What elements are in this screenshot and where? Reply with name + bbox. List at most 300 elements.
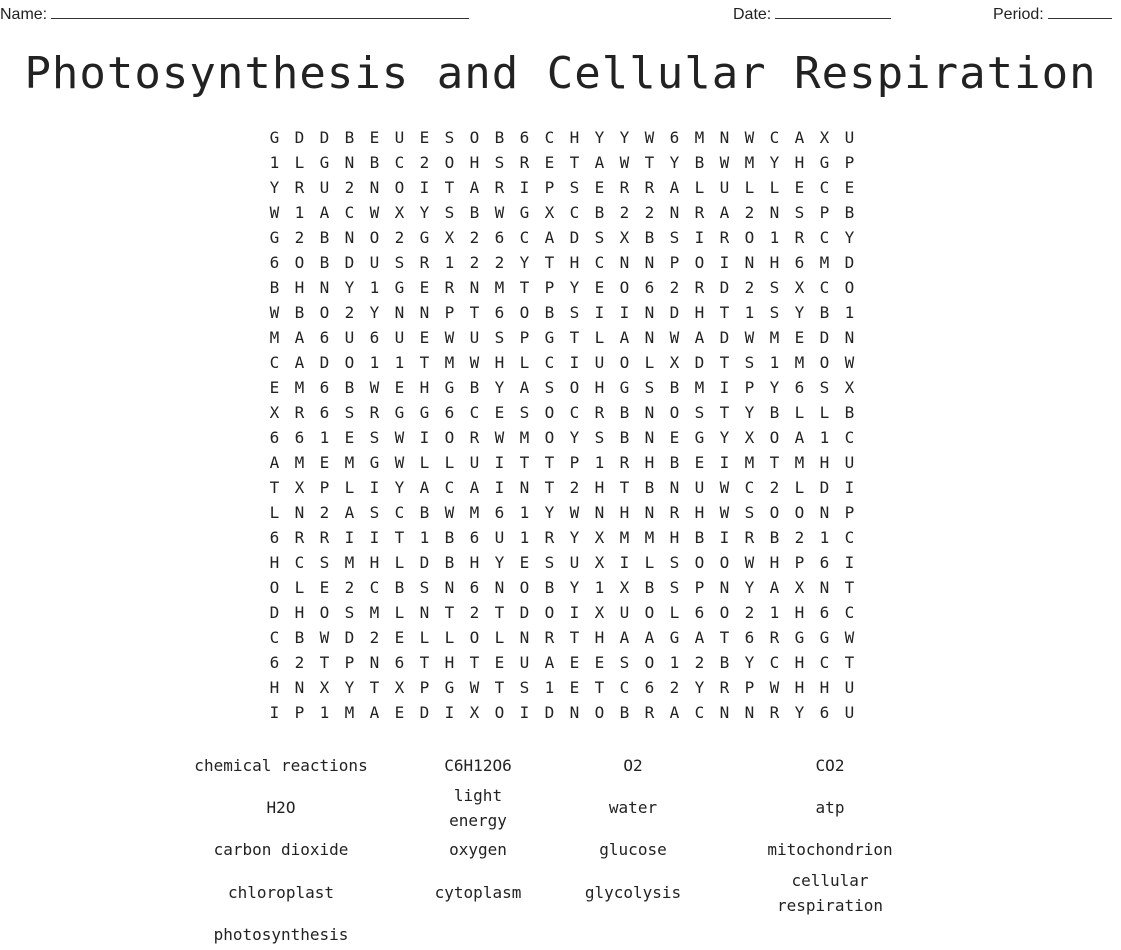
grid-letter[interactable]: W bbox=[369, 378, 380, 397]
grid-letter[interactable]: M bbox=[819, 253, 830, 272]
grid-letter[interactable]: B bbox=[469, 203, 480, 222]
grid-letter[interactable]: 6 bbox=[269, 528, 280, 547]
grid-letter[interactable]: R bbox=[719, 678, 730, 697]
grid-letter[interactable]: R bbox=[694, 203, 705, 222]
grid-letter[interactable]: N bbox=[419, 603, 430, 622]
grid-letter[interactable]: G bbox=[519, 203, 530, 222]
grid-letter[interactable]: R bbox=[794, 228, 805, 247]
grid-letter[interactable]: N bbox=[494, 578, 505, 597]
grid-letter[interactable]: H bbox=[569, 253, 580, 272]
grid-letter[interactable]: O bbox=[644, 653, 655, 672]
grid-letter[interactable]: S bbox=[344, 603, 355, 622]
grid-letter[interactable]: 6 bbox=[794, 378, 805, 397]
grid-letter[interactable]: C bbox=[844, 428, 855, 447]
grid-letter[interactable]: D bbox=[519, 603, 530, 622]
grid-letter[interactable]: O bbox=[694, 553, 705, 572]
grid-letter[interactable]: D bbox=[719, 278, 730, 297]
grid-letter[interactable]: P bbox=[669, 253, 680, 272]
grid-letter[interactable]: U bbox=[394, 128, 405, 147]
grid-letter[interactable]: M bbox=[269, 328, 280, 347]
date-blank-line[interactable] bbox=[775, 4, 891, 19]
grid-letter[interactable]: X bbox=[544, 203, 555, 222]
grid-letter[interactable]: O bbox=[519, 578, 530, 597]
grid-letter[interactable]: W bbox=[719, 153, 730, 172]
grid-letter[interactable]: 2 bbox=[344, 303, 355, 322]
grid-letter[interactable]: 6 bbox=[819, 553, 830, 572]
grid-letter[interactable]: N bbox=[369, 178, 380, 197]
grid-letter[interactable]: 1 bbox=[294, 203, 305, 222]
grid-letter[interactable]: H bbox=[669, 528, 680, 547]
grid-letter[interactable]: M bbox=[694, 378, 705, 397]
grid-letter[interactable]: A bbox=[469, 478, 480, 497]
grid-letter[interactable]: O bbox=[394, 178, 405, 197]
grid-letter[interactable]: W bbox=[494, 203, 505, 222]
grid-letter[interactable]: E bbox=[269, 378, 280, 397]
grid-letter[interactable]: H bbox=[569, 128, 580, 147]
grid-letter[interactable]: B bbox=[644, 578, 655, 597]
grid-letter[interactable]: Y bbox=[569, 428, 580, 447]
grid-letter[interactable]: W bbox=[269, 203, 280, 222]
grid-letter[interactable]: I bbox=[619, 553, 630, 572]
grid-letter[interactable]: A bbox=[344, 503, 355, 522]
grid-letter[interactable]: M bbox=[369, 603, 380, 622]
grid-letter[interactable]: U bbox=[844, 703, 855, 722]
grid-letter[interactable]: E bbox=[794, 328, 805, 347]
grid-letter[interactable]: 1 bbox=[519, 528, 530, 547]
grid-letter[interactable]: 1 bbox=[769, 228, 780, 247]
grid-letter[interactable]: H bbox=[269, 678, 280, 697]
grid-letter[interactable]: D bbox=[419, 703, 430, 722]
grid-letter[interactable]: C bbox=[819, 653, 830, 672]
grid-letter[interactable]: L bbox=[269, 503, 280, 522]
grid-letter[interactable]: M bbox=[794, 453, 805, 472]
grid-letter[interactable]: H bbox=[494, 353, 505, 372]
grid-letter[interactable]: T bbox=[394, 528, 405, 547]
grid-letter[interactable]: T bbox=[719, 628, 730, 647]
grid-letter[interactable]: 2 bbox=[419, 153, 430, 172]
grid-letter[interactable]: 6 bbox=[819, 703, 830, 722]
grid-letter[interactable]: W bbox=[619, 153, 630, 172]
grid-letter[interactable]: P bbox=[694, 578, 705, 597]
grid-letter[interactable]: N bbox=[644, 403, 655, 422]
grid-letter[interactable]: B bbox=[319, 253, 330, 272]
grid-letter[interactable]: 6 bbox=[669, 128, 680, 147]
grid-letter[interactable]: M bbox=[744, 153, 755, 172]
grid-letter[interactable]: O bbox=[669, 403, 680, 422]
grid-letter[interactable]: I bbox=[444, 703, 455, 722]
grid-letter[interactable]: W bbox=[494, 428, 505, 447]
grid-letter[interactable]: O bbox=[369, 228, 380, 247]
grid-letter[interactable]: E bbox=[694, 453, 705, 472]
grid-letter[interactable]: 1 bbox=[269, 153, 280, 172]
grid-letter[interactable]: 1 bbox=[419, 528, 430, 547]
grid-letter[interactable]: 1 bbox=[319, 428, 330, 447]
grid-letter[interactable]: Y bbox=[744, 653, 755, 672]
grid-letter[interactable]: M bbox=[444, 353, 455, 372]
grid-letter[interactable]: E bbox=[419, 328, 430, 347]
grid-letter[interactable]: Y bbox=[419, 203, 430, 222]
grid-letter[interactable]: R bbox=[544, 528, 555, 547]
grid-letter[interactable]: Y bbox=[569, 528, 580, 547]
grid-letter[interactable]: X bbox=[844, 378, 855, 397]
grid-letter[interactable]: S bbox=[444, 203, 455, 222]
grid-letter[interactable]: S bbox=[669, 578, 680, 597]
grid-letter[interactable]: H bbox=[619, 503, 630, 522]
grid-letter[interactable]: 6 bbox=[744, 628, 755, 647]
grid-letter[interactable]: L bbox=[394, 603, 405, 622]
grid-letter[interactable]: O bbox=[469, 628, 480, 647]
grid-letter[interactable]: U bbox=[619, 603, 630, 622]
grid-letter[interactable]: X bbox=[469, 703, 480, 722]
grid-letter[interactable]: R bbox=[294, 178, 305, 197]
grid-letter[interactable]: X bbox=[594, 528, 605, 547]
grid-letter[interactable]: N bbox=[519, 478, 530, 497]
grid-letter[interactable]: Y bbox=[769, 153, 780, 172]
grid-letter[interactable]: 2 bbox=[344, 578, 355, 597]
grid-letter[interactable]: C bbox=[394, 503, 405, 522]
grid-letter[interactable]: 2 bbox=[319, 503, 330, 522]
grid-letter[interactable]: T bbox=[719, 353, 730, 372]
grid-letter[interactable]: L bbox=[494, 628, 505, 647]
grid-letter[interactable]: I bbox=[594, 303, 605, 322]
grid-letter[interactable]: N bbox=[744, 703, 755, 722]
grid-letter[interactable]: H bbox=[294, 278, 305, 297]
grid-letter[interactable]: H bbox=[269, 553, 280, 572]
grid-letter[interactable]: Y bbox=[494, 553, 505, 572]
grid-letter[interactable]: C bbox=[544, 128, 555, 147]
grid-letter[interactable]: P bbox=[419, 678, 430, 697]
grid-letter[interactable]: I bbox=[719, 453, 730, 472]
grid-letter[interactable]: T bbox=[844, 653, 855, 672]
grid-letter[interactable]: Y bbox=[369, 303, 380, 322]
grid-letter[interactable]: S bbox=[769, 303, 780, 322]
grid-letter[interactable]: P bbox=[444, 303, 455, 322]
grid-letter[interactable]: R bbox=[494, 178, 505, 197]
grid-letter[interactable]: S bbox=[669, 553, 680, 572]
grid-letter[interactable]: H bbox=[369, 553, 380, 572]
grid-letter[interactable]: Y bbox=[619, 128, 630, 147]
grid-letter[interactable]: H bbox=[594, 628, 605, 647]
grid-letter[interactable]: S bbox=[619, 653, 630, 672]
grid-letter[interactable]: L bbox=[644, 353, 655, 372]
grid-letter[interactable]: 2 bbox=[469, 228, 480, 247]
grid-letter[interactable]: I bbox=[569, 353, 580, 372]
grid-letter[interactable]: Y bbox=[569, 278, 580, 297]
grid-letter[interactable]: 6 bbox=[319, 378, 330, 397]
grid-letter[interactable]: N bbox=[819, 578, 830, 597]
grid-letter[interactable]: B bbox=[419, 503, 430, 522]
grid-letter[interactable]: E bbox=[844, 178, 855, 197]
grid-letter[interactable]: E bbox=[519, 553, 530, 572]
grid-letter[interactable]: P bbox=[294, 703, 305, 722]
grid-letter[interactable]: M bbox=[794, 353, 805, 372]
grid-letter[interactable]: 2 bbox=[494, 253, 505, 272]
grid-letter[interactable]: C bbox=[269, 628, 280, 647]
grid-letter[interactable]: 1 bbox=[519, 503, 530, 522]
grid-letter[interactable]: Y bbox=[794, 703, 805, 722]
grid-letter[interactable]: R bbox=[544, 628, 555, 647]
grid-letter[interactable]: U bbox=[319, 178, 330, 197]
grid-letter[interactable]: A bbox=[369, 703, 380, 722]
grid-letter[interactable]: E bbox=[394, 703, 405, 722]
grid-letter[interactable]: Y bbox=[694, 678, 705, 697]
grid-letter[interactable]: E bbox=[419, 128, 430, 147]
grid-letter[interactable]: I bbox=[269, 703, 280, 722]
grid-letter[interactable]: L bbox=[294, 578, 305, 597]
grid-letter[interactable]: O bbox=[769, 503, 780, 522]
grid-letter[interactable]: H bbox=[594, 478, 605, 497]
grid-letter[interactable]: 6 bbox=[269, 653, 280, 672]
grid-letter[interactable]: S bbox=[544, 553, 555, 572]
grid-letter[interactable]: X bbox=[794, 578, 805, 597]
grid-letter[interactable]: H bbox=[469, 153, 480, 172]
grid-letter[interactable]: X bbox=[269, 403, 280, 422]
grid-letter[interactable]: W bbox=[394, 453, 405, 472]
grid-letter[interactable]: M bbox=[469, 503, 480, 522]
grid-letter[interactable]: W bbox=[669, 328, 680, 347]
grid-letter[interactable]: P bbox=[844, 503, 855, 522]
grid-letter[interactable]: R bbox=[469, 428, 480, 447]
grid-letter[interactable]: H bbox=[794, 653, 805, 672]
grid-letter[interactable]: P bbox=[319, 478, 330, 497]
grid-letter[interactable]: 1 bbox=[544, 678, 555, 697]
grid-letter[interactable]: L bbox=[794, 403, 805, 422]
grid-letter[interactable]: 2 bbox=[769, 478, 780, 497]
grid-letter[interactable]: U bbox=[844, 678, 855, 697]
grid-letter[interactable]: T bbox=[769, 453, 780, 472]
grid-letter[interactable]: S bbox=[694, 403, 705, 422]
grid-letter[interactable]: I bbox=[369, 528, 380, 547]
grid-letter[interactable]: A bbox=[419, 478, 430, 497]
grid-letter[interactable]: B bbox=[319, 228, 330, 247]
grid-letter[interactable]: D bbox=[844, 253, 855, 272]
grid-letter[interactable]: 2 bbox=[569, 478, 580, 497]
grid-letter[interactable]: S bbox=[369, 503, 380, 522]
grid-letter[interactable]: G bbox=[419, 228, 430, 247]
grid-letter[interactable]: O bbox=[569, 378, 580, 397]
grid-letter[interactable]: L bbox=[394, 553, 405, 572]
grid-letter[interactable]: O bbox=[519, 303, 530, 322]
grid-letter[interactable]: 1 bbox=[369, 353, 380, 372]
grid-letter[interactable]: X bbox=[619, 228, 630, 247]
grid-letter[interactable]: P bbox=[844, 153, 855, 172]
grid-letter[interactable]: W bbox=[444, 328, 455, 347]
grid-letter[interactable]: M bbox=[644, 528, 655, 547]
grid-letter[interactable]: O bbox=[744, 228, 755, 247]
grid-letter[interactable]: P bbox=[569, 453, 580, 472]
grid-letter[interactable]: B bbox=[394, 578, 405, 597]
grid-letter[interactable]: E bbox=[544, 153, 555, 172]
grid-letter[interactable]: A bbox=[794, 128, 805, 147]
grid-letter[interactable]: 6 bbox=[444, 403, 455, 422]
grid-letter[interactable]: E bbox=[569, 653, 580, 672]
grid-letter[interactable]: 1 bbox=[844, 303, 855, 322]
grid-letter[interactable]: S bbox=[344, 403, 355, 422]
grid-letter[interactable]: X bbox=[794, 278, 805, 297]
grid-letter[interactable]: D bbox=[819, 478, 830, 497]
grid-letter[interactable]: R bbox=[619, 178, 630, 197]
grid-letter[interactable]: E bbox=[794, 178, 805, 197]
grid-letter[interactable]: B bbox=[469, 378, 480, 397]
grid-letter[interactable]: 6 bbox=[394, 653, 405, 672]
grid-letter[interactable]: T bbox=[544, 478, 555, 497]
grid-letter[interactable]: G bbox=[369, 453, 380, 472]
grid-letter[interactable]: B bbox=[594, 203, 605, 222]
grid-letter[interactable]: T bbox=[369, 678, 380, 697]
grid-letter[interactable]: Y bbox=[344, 278, 355, 297]
grid-letter[interactable]: B bbox=[669, 453, 680, 472]
grid-letter[interactable]: O bbox=[619, 353, 630, 372]
grid-letter[interactable]: U bbox=[469, 453, 480, 472]
grid-letter[interactable]: I bbox=[344, 528, 355, 547]
grid-letter[interactable]: N bbox=[444, 578, 455, 597]
grid-letter[interactable]: L bbox=[769, 178, 780, 197]
grid-letter[interactable]: C bbox=[769, 653, 780, 672]
grid-letter[interactable]: O bbox=[544, 403, 555, 422]
grid-letter[interactable]: C bbox=[619, 678, 630, 697]
grid-letter[interactable]: T bbox=[569, 153, 580, 172]
grid-letter[interactable]: S bbox=[819, 378, 830, 397]
grid-letter[interactable]: C bbox=[694, 703, 705, 722]
grid-letter[interactable]: D bbox=[819, 328, 830, 347]
grid-letter[interactable]: 1 bbox=[444, 253, 455, 272]
grid-letter[interactable]: P bbox=[344, 653, 355, 672]
grid-letter[interactable]: G bbox=[269, 128, 280, 147]
grid-letter[interactable]: N bbox=[594, 503, 605, 522]
grid-letter[interactable]: L bbox=[344, 478, 355, 497]
grid-letter[interactable]: B bbox=[769, 528, 780, 547]
grid-letter[interactable]: S bbox=[519, 403, 530, 422]
grid-letter[interactable]: A bbox=[719, 203, 730, 222]
grid-letter[interactable]: 1 bbox=[769, 353, 780, 372]
grid-letter[interactable]: X bbox=[394, 678, 405, 697]
grid-letter[interactable]: C bbox=[744, 478, 755, 497]
grid-letter[interactable]: W bbox=[844, 628, 855, 647]
grid-letter[interactable]: O bbox=[294, 253, 305, 272]
grid-letter[interactable]: N bbox=[844, 328, 855, 347]
grid-letter[interactable]: X bbox=[619, 578, 630, 597]
grid-letter[interactable]: 2 bbox=[369, 628, 380, 647]
grid-letter[interactable]: P bbox=[519, 328, 530, 347]
grid-letter[interactable]: O bbox=[544, 428, 555, 447]
grid-letter[interactable]: T bbox=[544, 253, 555, 272]
grid-letter[interactable]: W bbox=[394, 428, 405, 447]
grid-letter[interactable]: R bbox=[369, 403, 380, 422]
grid-letter[interactable]: T bbox=[519, 453, 530, 472]
grid-letter[interactable]: M bbox=[344, 453, 355, 472]
grid-letter[interactable]: X bbox=[744, 428, 755, 447]
grid-letter[interactable]: P bbox=[744, 378, 755, 397]
grid-letter[interactable]: S bbox=[369, 428, 380, 447]
grid-letter[interactable]: T bbox=[569, 328, 580, 347]
grid-letter[interactable]: H bbox=[794, 678, 805, 697]
grid-letter[interactable]: W bbox=[369, 203, 380, 222]
period-blank-line[interactable] bbox=[1048, 4, 1112, 19]
grid-letter[interactable]: L bbox=[419, 453, 430, 472]
grid-letter[interactable]: W bbox=[569, 503, 580, 522]
grid-letter[interactable]: I bbox=[719, 378, 730, 397]
grid-letter[interactable]: E bbox=[369, 128, 380, 147]
grid-letter[interactable]: X bbox=[294, 478, 305, 497]
grid-letter[interactable]: X bbox=[594, 603, 605, 622]
grid-letter[interactable]: S bbox=[519, 678, 530, 697]
grid-letter[interactable]: I bbox=[419, 428, 430, 447]
grid-letter[interactable]: O bbox=[694, 253, 705, 272]
grid-letter[interactable]: 2 bbox=[469, 253, 480, 272]
grid-letter[interactable]: O bbox=[444, 428, 455, 447]
grid-letter[interactable]: G bbox=[269, 228, 280, 247]
grid-letter[interactable]: N bbox=[344, 228, 355, 247]
grid-letter[interactable]: E bbox=[394, 378, 405, 397]
name-field[interactable] bbox=[0, 4, 469, 24]
grid-letter[interactable]: N bbox=[719, 703, 730, 722]
grid-letter[interactable]: L bbox=[444, 628, 455, 647]
grid-letter[interactable]: 6 bbox=[494, 503, 505, 522]
grid-letter[interactable]: I bbox=[494, 453, 505, 472]
grid-letter[interactable]: R bbox=[694, 278, 705, 297]
grid-letter[interactable]: C bbox=[444, 478, 455, 497]
grid-letter[interactable]: B bbox=[444, 553, 455, 572]
grid-letter[interactable]: U bbox=[344, 328, 355, 347]
grid-letter[interactable]: M bbox=[344, 703, 355, 722]
grid-letter[interactable]: 2 bbox=[694, 653, 705, 672]
grid-letter[interactable]: A bbox=[319, 203, 330, 222]
grid-letter[interactable]: B bbox=[494, 128, 505, 147]
grid-letter[interactable]: C bbox=[819, 178, 830, 197]
grid-letter[interactable]: X bbox=[394, 203, 405, 222]
grid-letter[interactable]: B bbox=[769, 403, 780, 422]
grid-letter[interactable]: P bbox=[744, 678, 755, 697]
grid-letter[interactable]: E bbox=[594, 178, 605, 197]
grid-letter[interactable]: N bbox=[644, 253, 655, 272]
grid-letter[interactable]: 6 bbox=[469, 528, 480, 547]
grid-letter[interactable]: T bbox=[569, 628, 580, 647]
grid-letter[interactable]: I bbox=[844, 478, 855, 497]
grid-letter[interactable]: S bbox=[394, 253, 405, 272]
grid-letter[interactable]: L bbox=[744, 178, 755, 197]
grid-letter[interactable]: R bbox=[644, 703, 655, 722]
grid-letter[interactable]: T bbox=[594, 678, 605, 697]
grid-letter[interactable]: W bbox=[719, 478, 730, 497]
grid-letter[interactable]: X bbox=[319, 678, 330, 697]
grid-letter[interactable]: D bbox=[544, 703, 555, 722]
grid-letter[interactable]: G bbox=[394, 278, 405, 297]
grid-letter[interactable]: C bbox=[469, 403, 480, 422]
grid-letter[interactable]: O bbox=[769, 428, 780, 447]
grid-letter[interactable]: W bbox=[844, 353, 855, 372]
grid-letter[interactable]: C bbox=[819, 228, 830, 247]
grid-letter[interactable]: D bbox=[344, 253, 355, 272]
grid-letter[interactable]: I bbox=[694, 228, 705, 247]
grid-letter[interactable]: 2 bbox=[669, 278, 680, 297]
grid-letter[interactable]: O bbox=[319, 303, 330, 322]
grid-letter[interactable]: A bbox=[644, 628, 655, 647]
grid-letter[interactable]: T bbox=[619, 478, 630, 497]
grid-letter[interactable]: C bbox=[369, 578, 380, 597]
grid-letter[interactable]: O bbox=[819, 353, 830, 372]
grid-letter[interactable]: M bbox=[694, 128, 705, 147]
grid-letter[interactable]: E bbox=[494, 403, 505, 422]
grid-letter[interactable]: P bbox=[544, 178, 555, 197]
grid-letter[interactable]: T bbox=[844, 578, 855, 597]
grid-letter[interactable]: 2 bbox=[744, 203, 755, 222]
grid-letter[interactable]: O bbox=[494, 703, 505, 722]
grid-letter[interactable]: W bbox=[744, 553, 755, 572]
grid-letter[interactable]: A bbox=[294, 328, 305, 347]
grid-letter[interactable]: A bbox=[619, 328, 630, 347]
grid-letter[interactable]: E bbox=[494, 653, 505, 672]
grid-letter[interactable]: C bbox=[769, 128, 780, 147]
